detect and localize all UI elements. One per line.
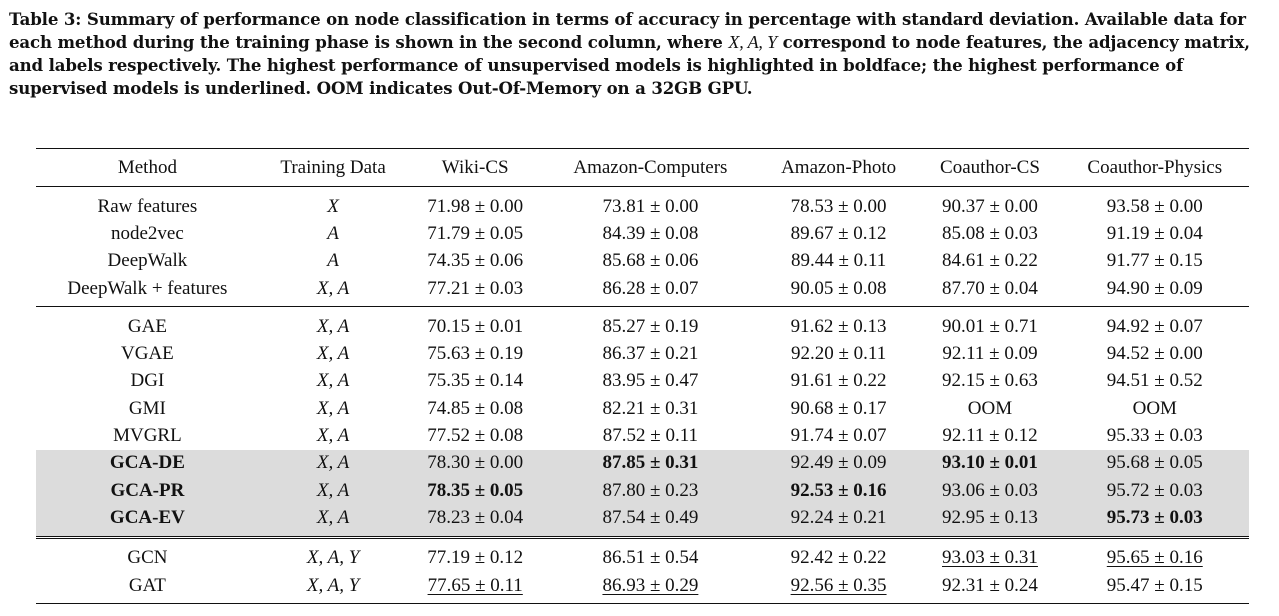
value-cell-best: 87.85 ± 0.31 bbox=[543, 450, 758, 477]
value-cell: 90.37 ± 0.00 bbox=[942, 195, 1038, 217]
value-cell: 92.95 ± 0.13 bbox=[919, 504, 1060, 537]
training-data-cell: X, A bbox=[316, 425, 350, 447]
value-cell: 86.51 ± 0.54 bbox=[602, 547, 699, 569]
table-row-highlighted bbox=[36, 450, 1249, 477]
value-cell: 92.11 ± 0.09 bbox=[942, 343, 1038, 365]
caption-text-2: correspond to node features, the adjacency matrix, and labels respectively. The highest performance of unsupervised models is highlighted in boldface; the highest performance of supervised models is underlined. OOM indicates Out-Of-Memory on a 32GB GPU. bbox=[9, 32, 1250, 98]
value-cell: 87.70 ± 0.04 bbox=[919, 275, 1060, 307]
method-cell: GCA-EV bbox=[36, 504, 259, 537]
value-cell: 86.37 ± 0.21 bbox=[602, 343, 699, 365]
table-row bbox=[36, 395, 1249, 422]
underlined-value: 95.65 ± 0.16 bbox=[1106, 547, 1203, 569]
value-cell: 86.28 ± 0.07 bbox=[543, 275, 758, 307]
value-cell: 77.21 ± 0.03 bbox=[407, 275, 543, 307]
value-cell: 87.52 ± 0.11 bbox=[602, 425, 699, 447]
training-data-cell: X, A bbox=[316, 315, 350, 337]
value-cell: 87.80 ± 0.23 bbox=[543, 477, 758, 504]
method-cell: node2vec bbox=[111, 222, 184, 244]
value-cell: 94.92 ± 0.07 bbox=[1106, 315, 1203, 337]
training-data-cell: X, A bbox=[259, 477, 408, 504]
value-cell: 74.35 ± 0.06 bbox=[427, 250, 524, 272]
training-data-cell: X, A, Y bbox=[259, 572, 408, 604]
value-cell: 92.42 ± 0.22 bbox=[790, 547, 887, 569]
value-cell: 92.11 ± 0.12 bbox=[942, 425, 1038, 447]
method-cell: MVGRL bbox=[113, 425, 182, 447]
training-data-cell: A bbox=[327, 250, 339, 272]
value-cell: 92.15 ± 0.63 bbox=[942, 370, 1038, 392]
value-cell: 95.68 ± 0.05 bbox=[1061, 450, 1249, 477]
col-header-amazon-photo: Amazon-Photo bbox=[758, 149, 920, 187]
col-header-wiki-cs: Wiki-CS bbox=[407, 149, 543, 187]
value-cell: 90.68 ± 0.17 bbox=[790, 397, 887, 419]
underlined-value: 92.56 ± 0.35 bbox=[790, 574, 887, 596]
training-data-cell: A bbox=[327, 222, 339, 244]
method-cell: GAE bbox=[127, 315, 167, 337]
underlined-value: 93.03 ± 0.31 bbox=[942, 547, 1038, 569]
value-cell: 90.05 ± 0.08 bbox=[758, 275, 920, 307]
method-cell: DeepWalk + features bbox=[36, 275, 259, 307]
value-cell-underlined bbox=[1061, 537, 1249, 572]
value-cell-best: 93.10 ± 0.01 bbox=[919, 450, 1060, 477]
value-cell: 78.53 ± 0.00 bbox=[790, 195, 887, 217]
value-cell: 92.31 ± 0.24 bbox=[919, 572, 1060, 604]
value-cell: 77.19 ± 0.12 bbox=[427, 547, 524, 569]
training-data-cell: X, A, Y bbox=[306, 547, 360, 569]
table-row bbox=[36, 572, 1249, 604]
value-cell-best: 92.53 ± 0.16 bbox=[758, 477, 920, 504]
results-table bbox=[36, 148, 1249, 604]
training-data-cell: X, A bbox=[259, 450, 408, 477]
training-data-cell: X, A bbox=[316, 370, 350, 392]
training-data-cell: X, A bbox=[316, 397, 350, 419]
value-cell: 89.67 ± 0.12 bbox=[790, 222, 887, 244]
method-cell: VGAE bbox=[121, 343, 174, 365]
table-row bbox=[36, 187, 1249, 221]
col-header-method: Method bbox=[36, 149, 259, 187]
value-cell: 95.47 ± 0.15 bbox=[1061, 572, 1249, 604]
value-cell: 93.58 ± 0.00 bbox=[1106, 195, 1203, 217]
table-row-highlighted bbox=[36, 504, 1249, 537]
caption-text-1: Summary of performance on node classification in terms of accuracy in percentage with standard deviation. Available data for each method during the training phase is shown in the second column, where bbox=[9, 9, 1246, 52]
training-data-cell: X bbox=[327, 195, 339, 217]
col-header-coauthor-physics: Coauthor-Physics bbox=[1061, 149, 1249, 187]
method-cell: GCN bbox=[127, 547, 168, 569]
value-cell: 93.06 ± 0.03 bbox=[919, 477, 1060, 504]
value-cell: 92.20 ± 0.11 bbox=[790, 343, 887, 365]
value-cell: 85.68 ± 0.06 bbox=[602, 250, 699, 272]
training-data-cell: X, A bbox=[316, 343, 350, 365]
table-row bbox=[36, 248, 1249, 275]
value-cell: OOM bbox=[967, 397, 1013, 419]
value-cell-underlined bbox=[407, 572, 543, 604]
value-cell-underlined bbox=[543, 572, 758, 604]
value-cell: 71.79 ± 0.05 bbox=[427, 222, 524, 244]
value-cell-best: 78.35 ± 0.05 bbox=[407, 477, 543, 504]
value-cell: 82.21 ± 0.31 bbox=[602, 397, 699, 419]
value-cell: 89.44 ± 0.11 bbox=[790, 250, 887, 272]
value-cell: 78.30 ± 0.00 bbox=[407, 450, 543, 477]
method-cell: DeepWalk bbox=[107, 250, 188, 272]
col-header-coauthor-cs: Coauthor-CS bbox=[919, 149, 1060, 187]
value-cell: 90.01 ± 0.71 bbox=[942, 315, 1038, 337]
value-cell: 75.35 ± 0.14 bbox=[427, 370, 524, 392]
method-cell: Raw features bbox=[97, 195, 198, 217]
value-cell: 78.23 ± 0.04 bbox=[407, 504, 543, 537]
table-row bbox=[36, 340, 1249, 367]
value-cell: 74.85 ± 0.08 bbox=[427, 397, 524, 419]
value-cell: 84.39 ± 0.08 bbox=[602, 222, 699, 244]
value-cell: 77.52 ± 0.08 bbox=[427, 425, 524, 447]
method-cell: GCA-DE bbox=[36, 450, 259, 477]
training-data-cell: X, A bbox=[259, 275, 408, 307]
underlined-value: 86.93 ± 0.29 bbox=[602, 574, 699, 596]
method-cell: GMI bbox=[128, 397, 166, 419]
table-row bbox=[36, 220, 1249, 247]
value-cell-underlined bbox=[758, 572, 920, 604]
table-caption bbox=[9, 8, 1271, 100]
value-cell: 94.90 ± 0.09 bbox=[1061, 275, 1249, 307]
value-cell: 85.08 ± 0.03 bbox=[942, 222, 1038, 244]
value-cell: 84.61 ± 0.22 bbox=[942, 250, 1038, 272]
table-row bbox=[36, 275, 1249, 307]
training-data-cell: X, A bbox=[259, 504, 408, 537]
value-cell: 92.24 ± 0.21 bbox=[758, 504, 920, 537]
method-cell: DGI bbox=[130, 370, 165, 392]
value-cell: 95.33 ± 0.03 bbox=[1106, 425, 1203, 447]
method-cell: GAT bbox=[36, 572, 259, 604]
table-row-highlighted bbox=[36, 477, 1249, 504]
method-cell: GCA-PR bbox=[36, 477, 259, 504]
value-cell: 87.54 ± 0.49 bbox=[543, 504, 758, 537]
caption-label: Table 3: bbox=[9, 9, 82, 29]
col-header-amazon-computers: Amazon-Computers bbox=[543, 149, 758, 187]
value-cell: 85.27 ± 0.19 bbox=[602, 315, 699, 337]
value-cell-best: 95.73 ± 0.03 bbox=[1061, 504, 1249, 537]
value-cell: 94.52 ± 0.00 bbox=[1106, 343, 1203, 365]
value-cell: 75.63 ± 0.19 bbox=[427, 343, 524, 365]
header-row bbox=[36, 149, 1249, 187]
value-cell: 92.49 ± 0.09 bbox=[758, 450, 920, 477]
value-cell: 83.95 ± 0.47 bbox=[602, 370, 699, 392]
table-row bbox=[36, 537, 1249, 572]
col-header-training-data: Training Data bbox=[259, 149, 408, 187]
value-cell: 73.81 ± 0.00 bbox=[602, 195, 699, 217]
value-cell: 91.61 ± 0.22 bbox=[790, 370, 887, 392]
value-cell: 91.74 ± 0.07 bbox=[790, 425, 887, 447]
caption-variables: X, A, Y bbox=[728, 32, 777, 52]
table-row bbox=[36, 422, 1249, 449]
value-cell: 95.72 ± 0.03 bbox=[1061, 477, 1249, 504]
underlined-value: 77.65 ± 0.11 bbox=[427, 574, 523, 596]
value-cell: 91.62 ± 0.13 bbox=[790, 315, 887, 337]
value-cell: OOM bbox=[1132, 397, 1177, 419]
value-cell: 94.51 ± 0.52 bbox=[1106, 370, 1203, 392]
table-row bbox=[36, 368, 1249, 395]
value-cell: 91.77 ± 0.15 bbox=[1106, 250, 1203, 272]
table-row bbox=[36, 307, 1249, 341]
value-cell: 70.15 ± 0.01 bbox=[427, 315, 524, 337]
value-cell-underlined bbox=[919, 537, 1060, 572]
value-cell: 71.98 ± 0.00 bbox=[427, 195, 524, 217]
value-cell: 91.19 ± 0.04 bbox=[1106, 222, 1203, 244]
